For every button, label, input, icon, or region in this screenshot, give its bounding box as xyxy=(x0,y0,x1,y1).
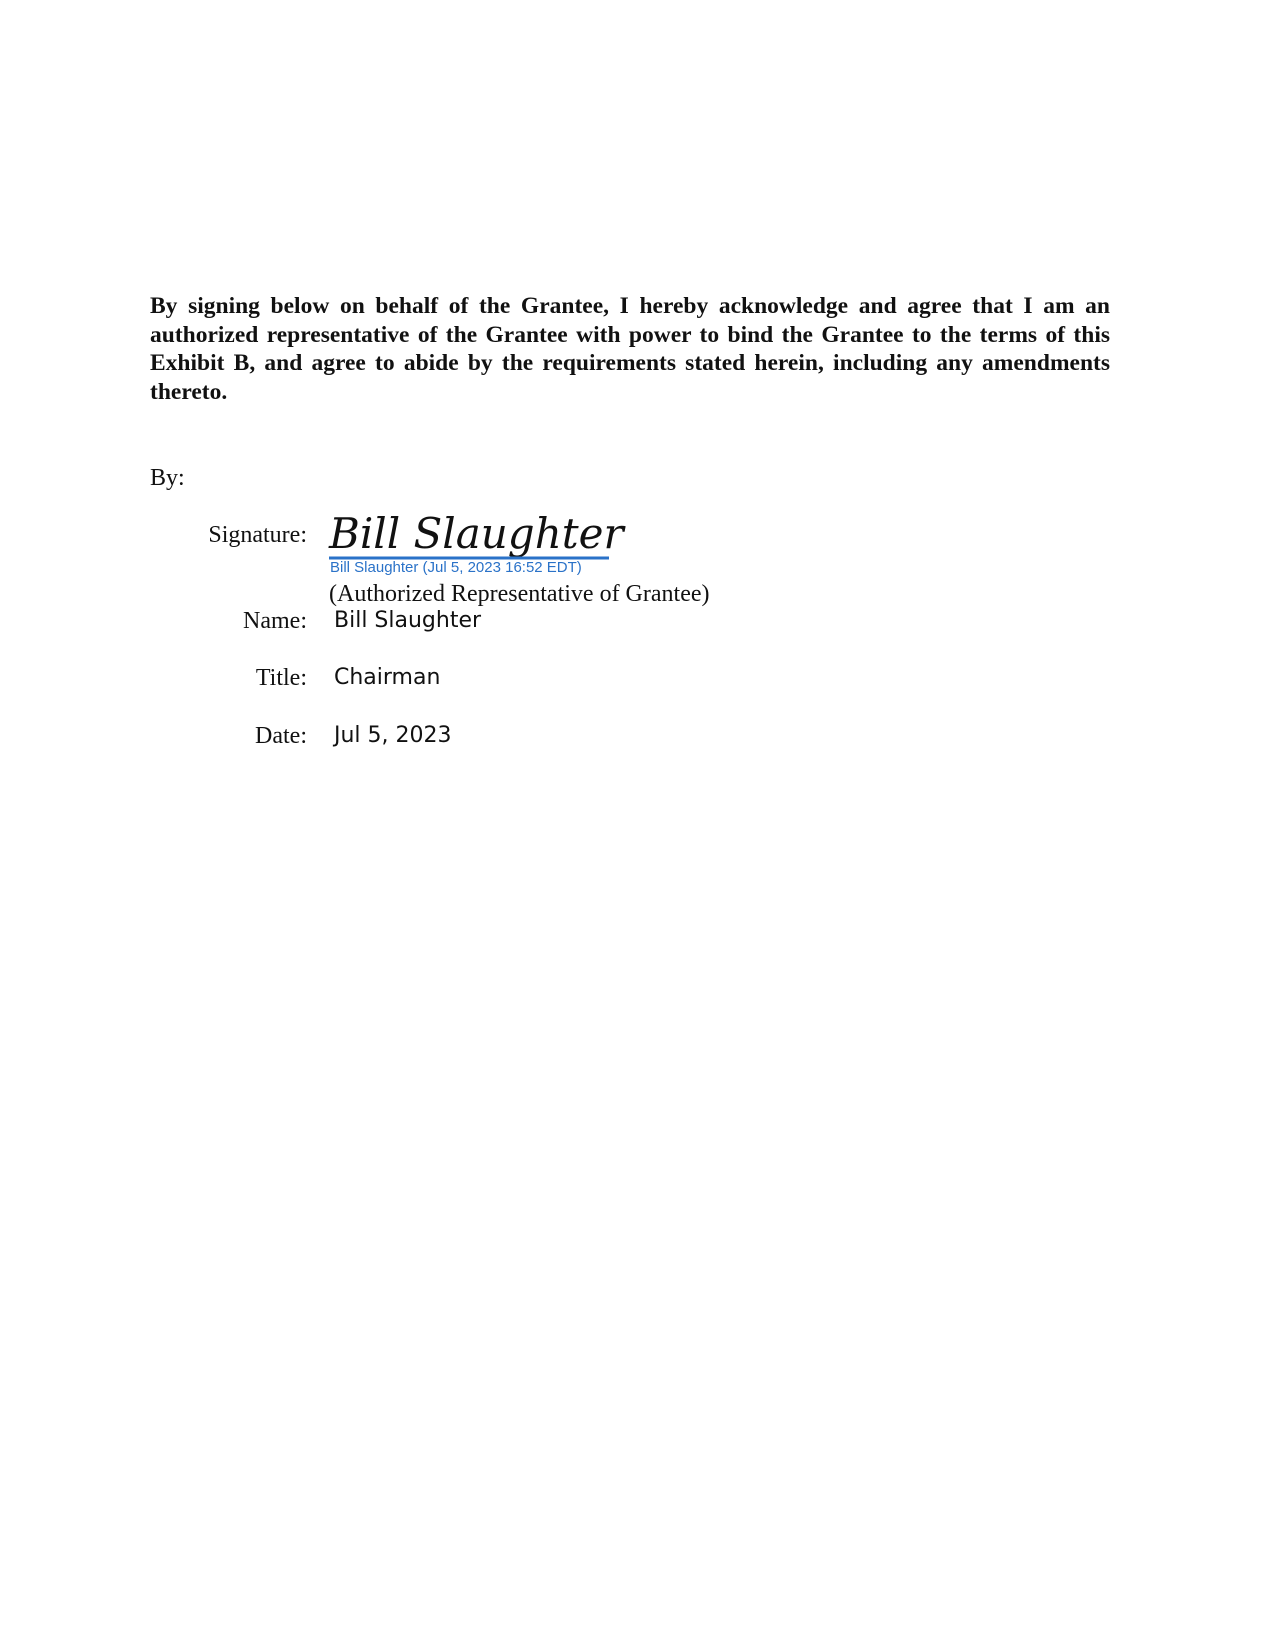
name-value: Bill Slaughter xyxy=(334,608,482,633)
by-label: By: xyxy=(150,465,185,491)
signature-script: Bill Slaughter xyxy=(329,509,624,558)
date-value: Jul 5, 2023 xyxy=(334,723,452,748)
signature-caption: (Authorized Representative of Grantee) xyxy=(329,581,710,607)
signature-label: Signature: xyxy=(208,522,307,548)
acknowledgement-paragraph: By signing below on behalf of the Grantee, I hereby acknowledge and agree that I am an authorized representative of the Grantee with power to bind the Grantee to the terms of this Exhibit B, and agree to abide by the requirements stated herein, including any amendments thereto. xyxy=(150,293,1110,405)
title-label: Title: xyxy=(255,665,307,691)
title-value: Chairman xyxy=(334,665,441,690)
signature-stamp: Bill Slaughter (Jul 5, 2023 16:52 EDT) xyxy=(330,559,582,576)
name-label: Name: xyxy=(243,608,307,634)
date-label: Date: xyxy=(255,723,307,749)
